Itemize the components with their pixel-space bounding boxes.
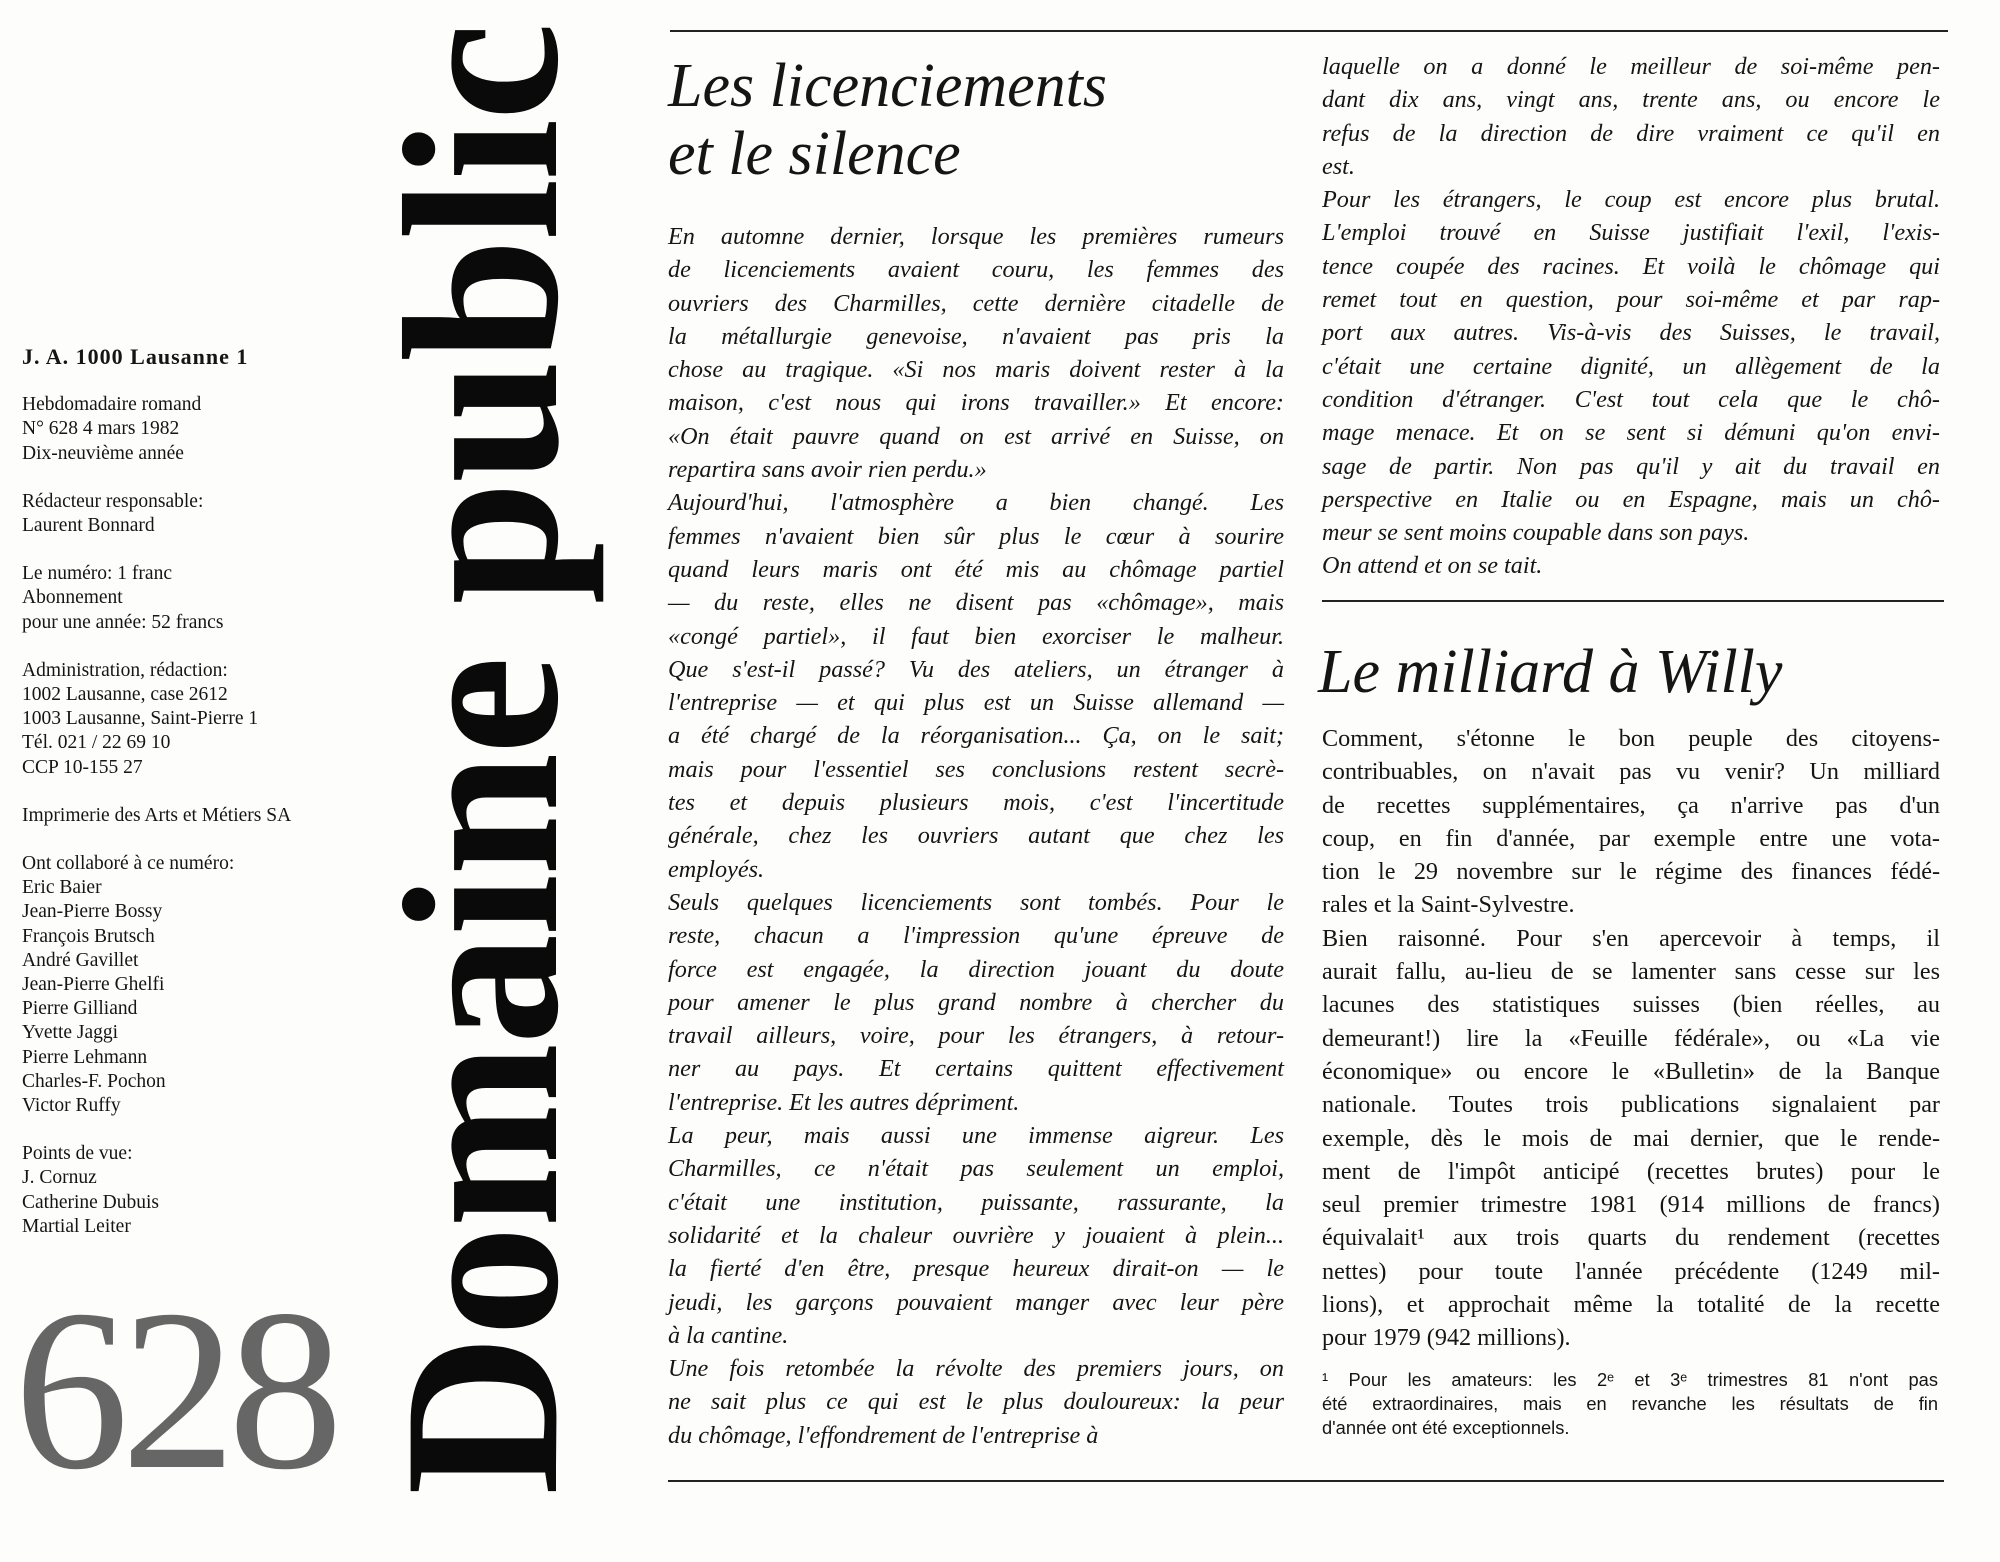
masthead-title: Domaine public bbox=[359, 24, 605, 1495]
info-line: Yvette Jaggi bbox=[22, 1022, 119, 1044]
text-line: coup, en fin d'année, par exemple entre une vota- bbox=[1322, 824, 1940, 852]
text-line: Que s'est-il passé? Vu des ateliers, un étranger à bbox=[668, 655, 1284, 683]
text-line: En automne dernier, lorsque les premières rumeurs bbox=[668, 223, 1284, 250]
text-line: tence coupée des racines. Et voilà le chômage qui bbox=[1322, 252, 1940, 280]
text-line: employés. bbox=[668, 855, 765, 883]
info-blocks bbox=[22, 393, 382, 1239]
text-line: lacunes des statistiques suisses (bien réelles, au bbox=[1322, 991, 1940, 1019]
article-title bbox=[668, 52, 1107, 188]
info-line: Ont collaboré à ce numéro: bbox=[22, 853, 235, 875]
text-line: lions), et approchait même la totalité de la recette bbox=[1322, 1291, 1940, 1319]
mid-rule bbox=[1322, 600, 1944, 602]
info-line: Le numéro: 1 franc bbox=[22, 563, 172, 585]
top-rule bbox=[670, 30, 1948, 32]
text-line: jeudi, les garçons pouvaient manger avec leur père bbox=[668, 1288, 1284, 1316]
text-line: seul premier trimestre 1981 (914 millions de francs) bbox=[1322, 1191, 1940, 1219]
text-line: demeurant!) lire la «Feuille fédérale», ou «La vie bbox=[1322, 1024, 1940, 1052]
text-line: meur se sent moins coupable dans son pays. bbox=[1322, 519, 1750, 547]
info-line: Imprimerie des Arts et Métiers SA bbox=[22, 804, 292, 826]
text-line: générale, chez les ouvriers autant que chez les bbox=[668, 822, 1284, 850]
info-line: J. Cornuz bbox=[22, 1167, 97, 1189]
text-line: nettes) pour toute l'année précédente (1249 mil- bbox=[1322, 1257, 1940, 1285]
text-line: ner au pays. Et certains quittent effectivement bbox=[668, 1055, 1284, 1083]
text-line: force est engagée, la direction jouant du doute bbox=[668, 955, 1284, 983]
article-column-1 bbox=[668, 220, 1284, 1452]
info-line: Victor Ruffy bbox=[22, 1095, 121, 1117]
text-line: exemple, dès le mois de mai dernier, que le rende- bbox=[1322, 1124, 1940, 1152]
info-line: Dix-neuvième année bbox=[22, 442, 184, 464]
text-line: On attend et on se tait. bbox=[1322, 552, 1543, 580]
text-line: condition d'étranger. C'est tout cela que le chô- bbox=[1322, 385, 1940, 413]
text-line: de recettes supplémentaires, ça n'arrive pas d'un bbox=[1322, 791, 1940, 819]
info-line: Rédacteur responsable: bbox=[22, 490, 204, 512]
info-line: CCP 10-155 27 bbox=[22, 756, 143, 778]
text-line: pour amener le plus grand nombre à chercher du bbox=[668, 988, 1284, 1016]
text-line: La peur, mais aussi une immense aigreur. Les bbox=[668, 1122, 1284, 1150]
text-line: solidarité et la chaleur ouvrière y jouaient à plein... bbox=[668, 1221, 1284, 1249]
info-line: Administration, rédaction: bbox=[22, 659, 228, 681]
info-line: Eric Baier bbox=[22, 877, 102, 899]
text-line: L'emploi trouvé en Suisse justifiait l'exil, l'exis- bbox=[1322, 219, 1940, 247]
text-line: port aux autres. Vis-à-vis des Suisses, le travail, bbox=[1322, 319, 1940, 347]
text-line: mais pour l'essentiel ses conclusions restent secrè- bbox=[668, 755, 1284, 783]
text-line: laquelle on a donné le meilleur de soi-même pen- bbox=[1322, 53, 1940, 80]
text-line: rales et la Saint-Sylvestre. bbox=[1322, 891, 1575, 919]
info-block bbox=[22, 562, 382, 635]
info-line: Pierre Gilliand bbox=[22, 998, 138, 1020]
info-line: 1003 Lausanne, Saint-Pierre 1 bbox=[22, 708, 259, 730]
info-line: André Gavillet bbox=[22, 949, 139, 971]
text-line: tion le 29 novembre sur le régime des finances fédé- bbox=[1322, 858, 1940, 886]
text-line: Seuls quelques licenciements sont tombés. Pour le bbox=[668, 888, 1284, 916]
text-line: Aujourd'hui, l'atmosphère a bien changé. Les bbox=[668, 489, 1284, 517]
info-block bbox=[22, 490, 382, 538]
text-line: a été chargé de la réorganisation... Ça, on le sait; bbox=[668, 722, 1284, 750]
masthead-info bbox=[22, 345, 382, 1263]
text-line: travail ailleurs, voire, pour les étrangers, à retour- bbox=[668, 1022, 1284, 1050]
text-line: l'entreprise — et qui plus est un Suisse allemand — bbox=[668, 689, 1284, 717]
text-line: quand leurs maris ont été mis au chômage partiel bbox=[668, 555, 1284, 583]
article-2-body bbox=[1322, 722, 1940, 1355]
issue-number: 628 bbox=[14, 1262, 335, 1517]
text-line: ne sait plus ce qui est le plus douloureux: la peur bbox=[668, 1388, 1284, 1416]
info-line: Charles-F. Pochon bbox=[22, 1070, 166, 1092]
text-line: mage menace. Et on se sent si démuni qu'on envi- bbox=[1322, 419, 1940, 447]
article-title-line: Les licenciements bbox=[668, 52, 1108, 120]
text-line: «congé partiel», il faut bien exorciser le malheur. bbox=[668, 622, 1284, 650]
text-line: c'était une certaine dignité, un allègement de la bbox=[1322, 352, 1940, 380]
text-line: ment de l'impôt anticipé (recettes brutes) pour le bbox=[1322, 1157, 1940, 1185]
article-column-2 bbox=[1322, 50, 1940, 583]
bottom-rule bbox=[668, 1480, 1944, 1482]
text-line: maison, c'est nous qui irons travailler.» Et encore: bbox=[668, 389, 1284, 417]
text-line: Pour les étrangers, le coup est encore plus brutal. bbox=[1322, 186, 1940, 214]
text-line: remet tout en question, pour soi-même et par rap- bbox=[1322, 286, 1940, 314]
info-line: Abonnement bbox=[22, 587, 123, 609]
text-line: Une fois retombée la révolte des premiers jours, on bbox=[668, 1355, 1284, 1383]
text-line: à la cantine. bbox=[668, 1321, 789, 1349]
info-block bbox=[22, 659, 382, 780]
text-line: pour 1979 (942 millions). bbox=[1322, 1324, 1571, 1352]
text-line: ouvriers des Charmilles, cette dernière citadelle de bbox=[668, 289, 1284, 317]
text-line: «On était pauvre quand on est arrivé en Suisse, on bbox=[668, 422, 1284, 450]
text-line: équivalait¹ aux trois quarts du rendement (recettes bbox=[1322, 1224, 1940, 1252]
text-line: chose au tragique. «Si nos maris doivent rester à la bbox=[668, 356, 1284, 384]
info-block bbox=[22, 804, 382, 828]
text-line: — du reste, elles ne disent pas «chômage», mais bbox=[668, 589, 1284, 617]
article-title-line: et le silence bbox=[668, 120, 961, 188]
text-line: dant dix ans, vingt ans, trente ans, ou encore le bbox=[1322, 86, 1940, 114]
info-line: Points de vue: bbox=[22, 1143, 133, 1165]
info-line: Jean-Pierre Ghelfi bbox=[22, 974, 165, 996]
info-line: Pierre Lehmann bbox=[22, 1046, 148, 1068]
text-line: d'année ont été exceptionnels. bbox=[1322, 1417, 1570, 1438]
info-block bbox=[22, 852, 382, 1118]
info-line: Jean-Pierre Bossy bbox=[22, 901, 163, 923]
text-line: ¹ Pour les amateurs: les 2ᵉ et 3ᵉ trimestres 81 n'ont pas bbox=[1322, 1369, 1938, 1390]
footnote bbox=[1322, 1368, 1938, 1440]
text-line: de licenciements avaient couru, les femmes des bbox=[668, 256, 1284, 284]
info-line: Laurent Bonnard bbox=[22, 515, 155, 537]
text-line: refus de la direction de dire vraiment ce qu'il en bbox=[1322, 119, 1940, 147]
text-line: économique» ou encore le «Bulletin» de la Banque bbox=[1322, 1057, 1940, 1085]
info-line: Hebdomadaire romand bbox=[22, 394, 202, 416]
text-line: tes et depuis plusieurs mois, c'est l'incertitude bbox=[668, 789, 1284, 817]
text-line: la fierté d'en être, presque heureux dirait-on — le bbox=[668, 1255, 1284, 1283]
text-line: été extraordinaires, mais en revanche les résultats de fin bbox=[1322, 1393, 1938, 1414]
info-line: Martial Leiter bbox=[22, 1215, 131, 1237]
info-line: 1002 Lausanne, case 2612 bbox=[22, 684, 228, 706]
text-line: femmes n'avaient bien sûr plus le cœur à sourire bbox=[668, 522, 1284, 550]
article-title-2: Le milliard à Willy bbox=[1318, 638, 1783, 706]
text-line: contribuables, on n'avait pas vu venir? Un milliard bbox=[1322, 758, 1940, 786]
info-block bbox=[22, 393, 382, 466]
postal-line: J. A. 1000 Lausanne 1 bbox=[22, 344, 249, 369]
info-line: Catherine Dubuis bbox=[22, 1191, 160, 1213]
text-line: perspective en Italie ou en Espagne, mais un chô- bbox=[1322, 485, 1940, 513]
text-line: Charmilles, ce n'était pas seulement un emploi, bbox=[668, 1155, 1284, 1183]
info-block bbox=[22, 1142, 382, 1239]
text-line: c'était une institution, puissante, rassurante, la bbox=[668, 1188, 1284, 1216]
text-line: est. bbox=[1322, 152, 1355, 180]
text-line: Comment, s'étonne le bon peuple des citoyens- bbox=[1322, 725, 1940, 752]
text-line: nationale. Toutes trois publications signalaient par bbox=[1322, 1091, 1940, 1119]
info-line: pour une année: 52 francs bbox=[22, 611, 224, 633]
text-line: repartira sans avoir rien perdu.» bbox=[668, 456, 987, 484]
text-line: aurait fallu, au-lieu de se lamenter sans cesse sur les bbox=[1322, 958, 1940, 986]
info-line: François Brutsch bbox=[22, 925, 155, 947]
text-line: reste, chacun a l'impression qu'une épreuve de bbox=[668, 922, 1284, 950]
text-line: Bien raisonné. Pour s'en apercevoir à temps, il bbox=[1322, 924, 1940, 952]
text-line: la métallurgie genevoise, n'avaient pas pris la bbox=[668, 322, 1284, 350]
info-line: N° 628 4 mars 1982 bbox=[22, 418, 180, 440]
text-line: sage de partir. Non pas qu'il y ait du travail en bbox=[1322, 452, 1940, 480]
info-line: Tél. 021 / 22 69 10 bbox=[22, 732, 171, 754]
text-line: l'entreprise. Et les autres dépriment. bbox=[668, 1088, 1020, 1116]
text-line: du chômage, l'effondrement de l'entreprise à bbox=[668, 1421, 1099, 1449]
